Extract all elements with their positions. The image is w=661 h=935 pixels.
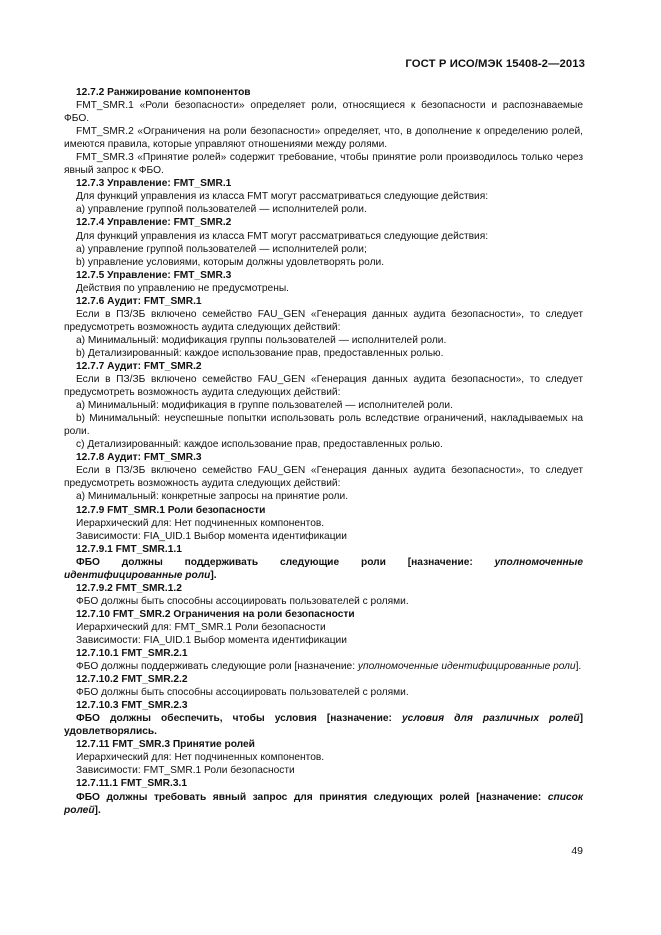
assignment-text: уполномоченные идентифицированные роли <box>64 556 583 581</box>
paragraph: Зависимости: FMT_SMR.1 Роли безопасности <box>76 765 295 777</box>
document-header: ГОСТ Р ИСО/МЭК 15408-2—2013 <box>405 58 585 70</box>
paragraph: ФБО должны быть способны ассоциировать пользователей с ролями. <box>76 595 409 607</box>
requirement-text: ФБО должны поддерживать следующие роли [назначение: <box>76 661 358 673</box>
paragraph: Зависимости: FIA_UID.1 Выбор момента идентификации <box>76 530 347 542</box>
section-heading: 12.7.3 Управление: FMT_SMR.1 <box>76 178 232 190</box>
requirement-text: ФБО должны требовать явный запрос для принятия следующих ролей [назначение: <box>76 791 548 803</box>
section-heading: 12.7.7 Аудит: FMT_SMR.2 <box>76 360 202 372</box>
paragraph: ФБО должны быть способны ассоциировать пользователей с ролями. <box>76 687 409 699</box>
paragraph: Для функций управления из класса FMT могут рассматриваться следующие действия: <box>76 230 489 242</box>
section-heading: 12.7.10 FMT_SMR.2 Ограничения на роли безопасности <box>76 608 355 620</box>
paragraph: c) Детализированный: каждое использование прав, предоставленных ролью. <box>76 439 443 451</box>
document-body <box>64 86 583 817</box>
paragraph: Иерархический для: Нет подчиненных компонентов. <box>76 517 325 529</box>
section-heading: 12.7.6 Аудит: FMT_SMR.1 <box>76 295 202 307</box>
requirement-end: ]. <box>94 804 101 816</box>
section-heading: 12.7.11.1 FMT_SMR.3.1 <box>76 778 187 790</box>
paragraph: Иерархический для: Нет подчиненных компонентов. <box>76 752 325 764</box>
paragraph: b) Минимальный: неуспешные попытки использовать роль вследствие ограничений, накладываемых на роли. <box>64 413 583 438</box>
assignment-text: уполномоченные идентифицированные роли <box>357 661 576 673</box>
paragraph: Зависимости: FIA_UID.1 Выбор момента идентификации <box>76 634 347 646</box>
assignment-text: список ролей <box>64 791 583 816</box>
paragraph: Если в ПЗ/ЗБ включено семейство FAU_GEN «Генерация данных аудита безопасности», то следует предусмотреть возможность аудита следующих действий: <box>64 465 583 490</box>
requirement-text: ФБО должны обеспечить, чтобы условия [назначение: <box>76 713 402 725</box>
paragraph: a) управление группой пользователей — исполнителей роли; <box>76 243 367 255</box>
paragraph: b) Детализированный: каждое использование прав, предоставленных ролью. <box>76 347 444 359</box>
paragraph: Если в ПЗ/ЗБ включено семейство FAU_GEN «Генерация данных аудита безопасности», то следует предусмотреть возможность аудита следующих действий: <box>64 374 583 399</box>
section-heading: 12.7.10.3 FMT_SMR.2.3 <box>76 700 188 712</box>
paragraph: Если в ПЗ/ЗБ включено семейство FAU_GEN «Генерация данных аудита безопасности», то следует предусмотреть возможность аудита следующих действий: <box>64 308 583 333</box>
section-heading: 12.7.8 Аудит: FMT_SMR.3 <box>76 452 202 464</box>
paragraph: Для функций управления из класса FMT могут рассматриваться следующие действия: <box>76 191 489 203</box>
section-heading: 12.7.2 Ранжирование компонентов <box>76 87 251 98</box>
paragraph: b) управление условиями, которым должны удовлетворять роли. <box>76 256 385 268</box>
section-heading: 12.7.5 Управление: FMT_SMR.3 <box>76 269 232 281</box>
paragraph: а) управление группой пользователей — исполнителей роли. <box>76 204 367 216</box>
requirement-text: ФБО должны поддерживать следующие роли [назначение: <box>76 556 495 568</box>
paragraph <box>64 660 583 673</box>
section-heading: 12.7.9 FMT_SMR.1 Роли безопасности <box>76 504 266 516</box>
paragraph <box>64 712 583 738</box>
paragraph: FMT_SMR.2 «Ограничения на роли безопасности» определяет, что, в дополнение к определению ролей, имеются правила, которые управляют отношениями между ролями. <box>64 126 583 151</box>
section-heading: 12.7.4 Управление: FMT_SMR.2 <box>76 217 232 229</box>
assignment-text: условия для различных ролей <box>401 713 580 725</box>
paragraph: a) Минимальный: модификация в группе пользователей — исполнителей роли. <box>76 400 453 412</box>
requirement-end: ] удовлетворялись. <box>64 713 584 738</box>
section-heading: 12.7.9.2 FMT_SMR.1.2 <box>76 582 182 594</box>
requirement-end: ]. <box>210 569 217 581</box>
paragraph: a) Минимальный: конкретные запросы на принятие роли. <box>76 491 349 503</box>
section-heading: 12.7.10.1 FMT_SMR.2.1 <box>76 648 188 660</box>
paragraph: FMT_SMR.3 «Принятие ролей» содержит требование, чтобы принятие роли производилось только через явный запрос к ФБО. <box>64 152 583 177</box>
requirement-end: ]. <box>575 661 582 673</box>
paragraph: Иерархический для: FMT_SMR.1 Роли безопасности <box>76 621 326 633</box>
section-heading: 12.7.11 FMT_SMR.3 Принятие ролей <box>76 739 255 751</box>
section-heading: 12.7.9.1 FMT_SMR.1.1 <box>76 543 182 555</box>
paragraph: Действия по управлению не предусмотрены. <box>76 282 289 294</box>
section-heading: 12.7.10.2 FMT_SMR.2.2 <box>76 674 188 686</box>
paragraph <box>64 556 583 582</box>
paragraph <box>64 791 583 817</box>
paragraph: a) Минимальный: модификация группы пользователей — исполнителей роли. <box>76 334 447 346</box>
page-number: 49 <box>571 845 583 857</box>
paragraph: FMT_SMR.1 «Роли безопасности» определяет роли, относящиеся к безопасности и распознаваемые ФБО. <box>64 100 583 125</box>
